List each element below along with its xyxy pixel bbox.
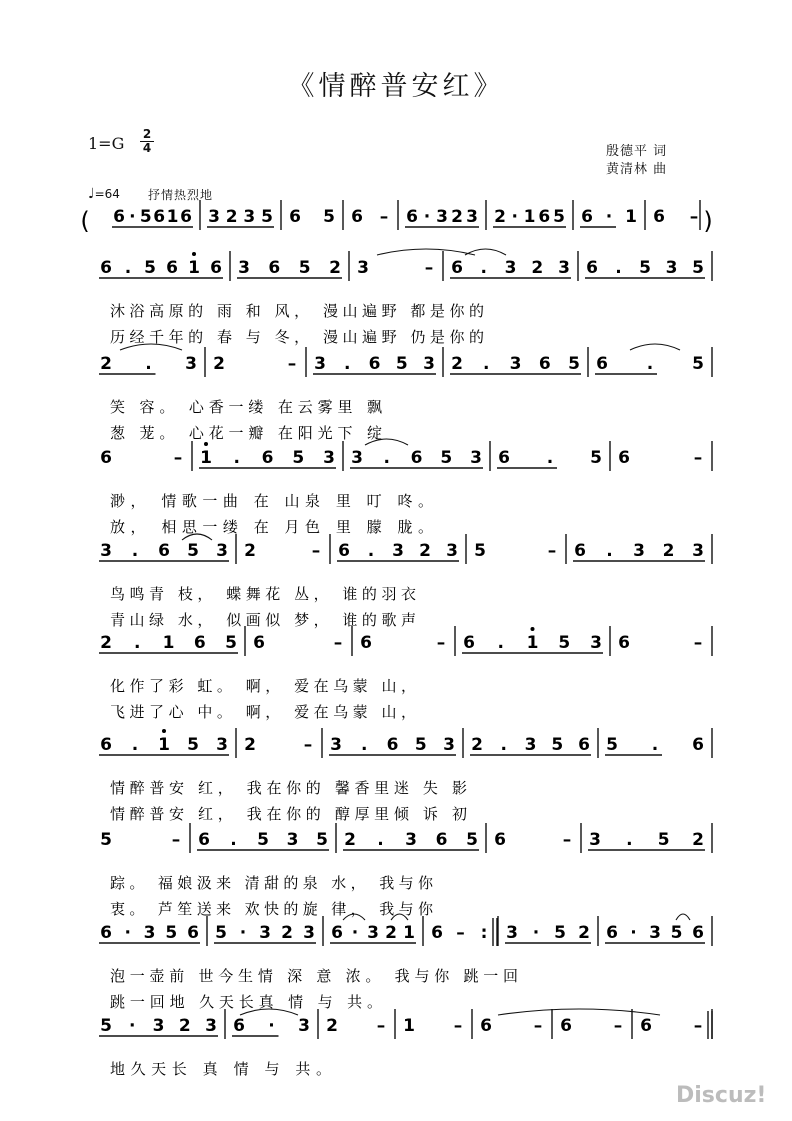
jianpu-note: 6 — [187, 923, 199, 943]
lyric-line: 历经千年的 春 与 冬， 漫山遍野 仍是你的 — [110, 328, 484, 346]
jianpu-note: . — [651, 735, 659, 755]
jianpu-note: 3 — [216, 541, 228, 561]
jianpu-note: 3 — [466, 207, 478, 227]
jianpu-note: 3 — [392, 541, 404, 561]
jianpu-note: – — [436, 633, 446, 653]
lyric-line: 泡一壶前 世今生情 深 意 浓。 我与你 跳一回 — [110, 967, 518, 985]
jianpu-note: – — [453, 1016, 463, 1036]
jianpu-note: 2 — [662, 541, 675, 561]
lyric-line: 鸟鸣青 枝， 蝶舞花 丛， 谁的羽衣 — [110, 585, 416, 603]
jianpu-note: 3 — [205, 1016, 217, 1036]
jianpu-note: 3 — [330, 735, 342, 755]
jianpu-note: 6 — [158, 541, 170, 561]
slur-arc — [630, 344, 680, 350]
jianpu-note: 3 — [589, 830, 601, 850]
jianpu-note: . — [134, 633, 141, 653]
jianpu-note: 1 — [403, 1016, 415, 1036]
jianpu-note: 3 — [208, 207, 220, 227]
jianpu-note: 3 — [470, 448, 482, 468]
jianpu-note: 1 — [166, 207, 179, 227]
jianpu-note: 1 — [625, 207, 637, 227]
jianpu-note: 6 — [331, 923, 343, 943]
jianpu-note: 1 — [188, 258, 200, 278]
jianpu-note: – — [613, 1016, 623, 1036]
jianpu-note: – — [171, 830, 181, 850]
jianpu-note: 2 — [213, 354, 225, 374]
jianpu-note: 5 — [606, 735, 618, 755]
jianpu-note: . — [131, 541, 139, 561]
lyricist-credit: 殷德平 词 — [606, 144, 668, 159]
jianpu-note: 3 — [504, 258, 517, 278]
jianpu-note: 6 — [153, 207, 166, 227]
jianpu-note: 6 — [233, 1016, 245, 1036]
jianpu-note: · — [605, 207, 613, 227]
jianpu-note: 6 — [606, 923, 618, 943]
octave-dot — [204, 442, 208, 446]
jianpu-note: – — [303, 735, 313, 755]
jianpu-note: . — [361, 735, 368, 755]
jianpu-note: 6 — [368, 354, 381, 374]
jianpu-note: 1 — [526, 633, 539, 653]
jianpu-note: 5 — [316, 830, 328, 850]
jianpu-note: · — [239, 923, 247, 943]
jianpu-note: . — [546, 448, 554, 468]
jianpu-note: · — [268, 1016, 275, 1036]
lyric-line: 渺， 情歌一曲 在 山泉 里 叮 咚。 — [110, 492, 433, 510]
jianpu-note: – — [379, 207, 389, 227]
jianpu-note: 3 — [446, 541, 458, 561]
jianpu-note: 6 — [435, 830, 448, 850]
jianpu-note: 6 — [451, 258, 463, 278]
lyric-line: 青山绿 水， 似画似 梦， 谁的歌声 — [110, 611, 416, 629]
jianpu-note: 3 — [100, 541, 112, 561]
lyric-line: 情醉普安 红， 我在你的 醇厚里倾 诉 初 — [110, 805, 467, 823]
time-signature-top: 2 — [142, 127, 152, 141]
lyric-line: 跳一回地 久天长真 情 与 共。 — [110, 993, 382, 1011]
jianpu-note: 6 — [410, 448, 423, 468]
jianpu-note: 6 — [100, 735, 112, 755]
jianpu-note: 3 — [649, 923, 661, 943]
jianpu-note: 2 — [531, 258, 544, 278]
slur-arc — [377, 249, 475, 255]
jianpu-note: 5 — [225, 633, 237, 653]
jianpu-note: · — [532, 923, 540, 943]
jianpu-note: 6 — [193, 633, 206, 653]
jianpu-note: 6 — [692, 735, 704, 755]
jianpu-note: 5 — [395, 354, 408, 374]
jianpu-note: 2 — [471, 735, 483, 755]
jianpu-note: 2 — [692, 830, 704, 850]
jianpu-note: 6 — [289, 207, 301, 227]
jianpu-note: – — [376, 1016, 386, 1036]
jianpu-note: 6 — [480, 1016, 492, 1036]
jianpu-note: 6 — [100, 258, 112, 278]
quarter-note-icon: ♩ — [88, 186, 95, 202]
jianpu-note: . — [233, 448, 240, 468]
jianpu-note: – — [311, 541, 321, 561]
jianpu-note: 3 — [243, 207, 256, 227]
jianpu-note: 6 — [166, 258, 178, 278]
jianpu-note: 6 — [653, 207, 665, 227]
jianpu-note: 3 — [692, 541, 704, 561]
jianpu-note: 6 — [463, 633, 475, 653]
jianpu-note: 6 — [351, 207, 363, 227]
jianpu-note: 3 — [351, 448, 363, 468]
jianpu-note: · — [129, 207, 136, 227]
jianpu-note: 3 — [143, 923, 156, 943]
jianpu-note: 6 — [180, 207, 192, 227]
jianpu-note: 3 — [506, 923, 518, 943]
expression-marking: 抒情热烈地 — [148, 188, 214, 202]
jianpu-note: 6 — [198, 830, 210, 850]
jianpu-note: 5 — [165, 923, 178, 943]
jianpu-note: 5 — [558, 633, 571, 653]
jianpu-note: 6 — [253, 633, 265, 653]
jianpu-note: 3 — [509, 354, 522, 374]
jianpu-note: – — [689, 207, 699, 227]
jianpu-note: . — [615, 258, 622, 278]
slur-arc — [498, 1009, 660, 1015]
jianpu-note: 6 — [386, 735, 399, 755]
jianpu-note: . — [145, 354, 152, 374]
jianpu-note: 5 — [187, 541, 199, 561]
jianpu-note: 3 — [357, 258, 369, 278]
jianpu-note: 5 — [144, 258, 156, 278]
jianpu-note: 5 — [292, 448, 305, 468]
lyric-line: 地久天长 真 情 与 共。 — [110, 1060, 331, 1078]
jianpu-note: – — [693, 633, 703, 653]
jianpu-note: 3 — [443, 735, 455, 755]
jianpu-note: 5 — [568, 354, 580, 374]
lyric-line: 葱 茏。 心花一瓣 在阳光下 绽 — [110, 424, 382, 442]
jianpu-note: 5 — [100, 830, 112, 850]
jianpu-note: 6 — [100, 923, 112, 943]
jianpu-note: 2 — [451, 207, 463, 227]
jianpu-note: 2 — [100, 633, 112, 653]
jianpu-note: . — [500, 735, 507, 755]
jianpu-note: 5 — [257, 830, 269, 850]
lyric-line: 情醉普安 红， 我在你的 馨香里迷 失 影 — [110, 779, 467, 797]
jianpu-note: 6 — [210, 258, 222, 278]
jianpu-note: 3 — [665, 258, 678, 278]
jianpu-note: 6 — [494, 830, 506, 850]
jianpu-note: 6 — [692, 923, 704, 943]
jianpu-note: 6 — [538, 354, 551, 374]
jianpu-note: . — [497, 633, 504, 653]
jianpu-note: 6 — [574, 541, 586, 561]
jianpu-note: 1 — [200, 448, 212, 468]
jianpu-note: 2 — [244, 541, 256, 561]
jianpu-note: 3 — [436, 207, 448, 227]
key-signature: 1=G — [88, 134, 125, 153]
lyric-line: 踪。 福娘汲来 清甜的泉 水， 我与你 — [110, 874, 433, 892]
jianpu-note: 3 — [216, 735, 228, 755]
jianpu-note: 1 — [162, 633, 175, 653]
jianpu-note: 6 — [498, 448, 510, 468]
jianpu-note: 3 — [367, 923, 379, 943]
jianpu-note: 6 — [578, 735, 590, 755]
lyric-line: 化作了彩 虹。 啊， 爱在乌蒙 山， — [110, 677, 416, 695]
jianpu-note: – — [693, 1016, 703, 1036]
jianpu-note: · — [630, 923, 637, 943]
jianpu-note: · — [351, 923, 359, 943]
jianpu-note: . — [124, 258, 132, 278]
jianpu-note: 6 — [596, 354, 608, 374]
jianpu-note: 2 — [451, 354, 463, 374]
jianpu-note: 5 — [657, 830, 670, 850]
jianpu-note: : — [480, 923, 488, 943]
jianpu-note: 3 — [558, 258, 570, 278]
jianpu-note: 6 — [338, 541, 350, 561]
jianpu-note: . — [377, 830, 384, 850]
jianpu-note: · — [423, 207, 431, 227]
jianpu-note: 5 — [187, 735, 199, 755]
jianpu-note: 5 — [261, 207, 273, 227]
jianpu-note: 5 — [639, 258, 651, 278]
jianpu-note: – — [533, 1016, 543, 1036]
jianpu-note: 2 — [385, 923, 397, 943]
jianpu-note: . — [383, 448, 390, 468]
jianpu-note: – — [173, 448, 183, 468]
jianpu-note: 6 — [268, 258, 281, 278]
jianpu-note: . — [483, 354, 490, 374]
intro-open-paren: ( — [80, 207, 90, 235]
jianpu-note: 5 — [440, 448, 453, 468]
jianpu-note: 5 — [139, 207, 152, 227]
jianpu-note: 2 — [100, 354, 112, 374]
jianpu-note: 3 — [238, 258, 250, 278]
jianpu-note: . — [367, 541, 375, 561]
composer-credit: 黄清林 曲 — [606, 162, 668, 177]
jianpu-note: . — [344, 354, 351, 374]
slur-arc — [676, 914, 690, 920]
jianpu-note: 2 — [344, 830, 356, 850]
watermark: Discuz! — [676, 1083, 767, 1108]
jianpu-note: 1 — [158, 735, 170, 755]
jianpu-note: 5 — [554, 923, 566, 943]
jianpu-note: – — [456, 923, 465, 943]
jianpu-note: 3 — [633, 541, 645, 561]
jianpu-note: . — [606, 541, 613, 561]
jianpu-note: . — [230, 830, 237, 850]
jianpu-note: 3 — [590, 633, 602, 653]
jianpu-note: 2 — [225, 207, 238, 227]
jianpu-note: 5 — [590, 448, 602, 468]
jianpu-note: 6 — [100, 448, 112, 468]
jianpu-note: 2 — [281, 923, 293, 943]
jianpu-note: 2 — [178, 1016, 191, 1036]
lyric-line: 衷。 芦笙送来 欢快的旋 律， 我与你 — [110, 900, 433, 918]
jianpu-note: 5 — [414, 735, 427, 755]
jianpu-note: 6 — [560, 1016, 572, 1036]
jianpu-note: 6 — [261, 448, 274, 468]
jianpu-note: 3 — [405, 830, 417, 850]
lyric-line: 沐浴高原的 雨 和 风， 漫山遍野 都是你的 — [110, 302, 484, 320]
jianpu-note: 5 — [692, 258, 704, 278]
jianpu-note: 1 — [523, 207, 536, 227]
jianpu-note: – — [562, 830, 572, 850]
jianpu-note: 2 — [419, 541, 431, 561]
jianpu-note: 6 — [640, 1016, 652, 1036]
jianpu-note: . — [131, 735, 139, 755]
lyric-line: 放， 相思一缕 在 月色 里 朦 胧。 — [110, 518, 433, 536]
jianpu-note: 5 — [551, 735, 564, 755]
jianpu-note: . — [646, 354, 654, 374]
jianpu-note: 5 — [100, 1016, 112, 1036]
jianpu-note: – — [424, 258, 434, 278]
jianpu-note: 6 — [581, 207, 593, 227]
jianpu-note: 6 — [113, 207, 125, 227]
jianpu-note: 3 — [286, 830, 299, 850]
jianpu-note: 6 — [618, 448, 630, 468]
tempo-value: =64 — [94, 187, 120, 201]
jianpu-note: 5 — [323, 207, 335, 227]
jianpu-note: – — [547, 541, 557, 561]
jianpu-note: 3 — [303, 923, 315, 943]
jianpu-note: 3 — [298, 1016, 310, 1036]
intro-close-paren: ) — [703, 207, 713, 235]
jianpu-note: 5 — [466, 830, 478, 850]
jianpu-note: . — [480, 258, 487, 278]
octave-dot — [162, 729, 166, 733]
jianpu-note: 3 — [185, 354, 197, 374]
octave-dot — [192, 252, 196, 256]
jianpu-note: 2 — [329, 258, 341, 278]
jianpu-note: 5 — [215, 923, 227, 943]
jianpu-note: · — [124, 923, 131, 943]
jianpu-note: 3 — [314, 354, 326, 374]
jianpu-note: 3 — [524, 735, 537, 755]
song-title: 《情醉普安红》 — [287, 71, 505, 102]
jianpu-note: – — [333, 633, 343, 653]
jianpu-note: 2 — [326, 1016, 338, 1036]
jianpu-note: 6 — [538, 207, 551, 227]
jianpu-note: 6 — [586, 258, 598, 278]
jianpu-note: 2 — [244, 735, 256, 755]
jianpu-note: 6 — [431, 923, 443, 943]
jianpu-note: 6 — [618, 633, 630, 653]
jianpu-note: 3 — [423, 354, 435, 374]
jianpu-note: 6 — [406, 207, 418, 227]
jianpu-note: 5 — [474, 541, 486, 561]
jianpu-note: 1 — [403, 923, 415, 943]
jianpu-note: · — [511, 207, 518, 227]
jianpu-note: – — [287, 354, 297, 374]
lyric-line: 笑 容。 心香一缕 在云雾里 飘 — [110, 398, 382, 416]
jianpu-note: 3 — [323, 448, 335, 468]
octave-dot — [531, 627, 535, 631]
jianpu-note: 3 — [152, 1016, 165, 1036]
lyric-line: 飞进了心 中。 啊， 爱在乌蒙 山， — [110, 703, 416, 721]
jianpu-note: 5 — [298, 258, 311, 278]
jianpu-note: · — [129, 1016, 136, 1036]
jianpu-note: 3 — [259, 923, 271, 943]
jianpu-note: 5 — [670, 923, 683, 943]
jianpu-note: – — [693, 448, 703, 468]
jianpu-note: . — [626, 830, 633, 850]
jianpu-note: 5 — [692, 354, 704, 374]
jianpu-note: 5 — [553, 207, 565, 227]
jianpu-note: 2 — [578, 923, 590, 943]
jianpu-note: 2 — [494, 207, 506, 227]
time-signature-bottom: 4 — [140, 141, 154, 155]
jianpu-note: 6 — [360, 633, 372, 653]
